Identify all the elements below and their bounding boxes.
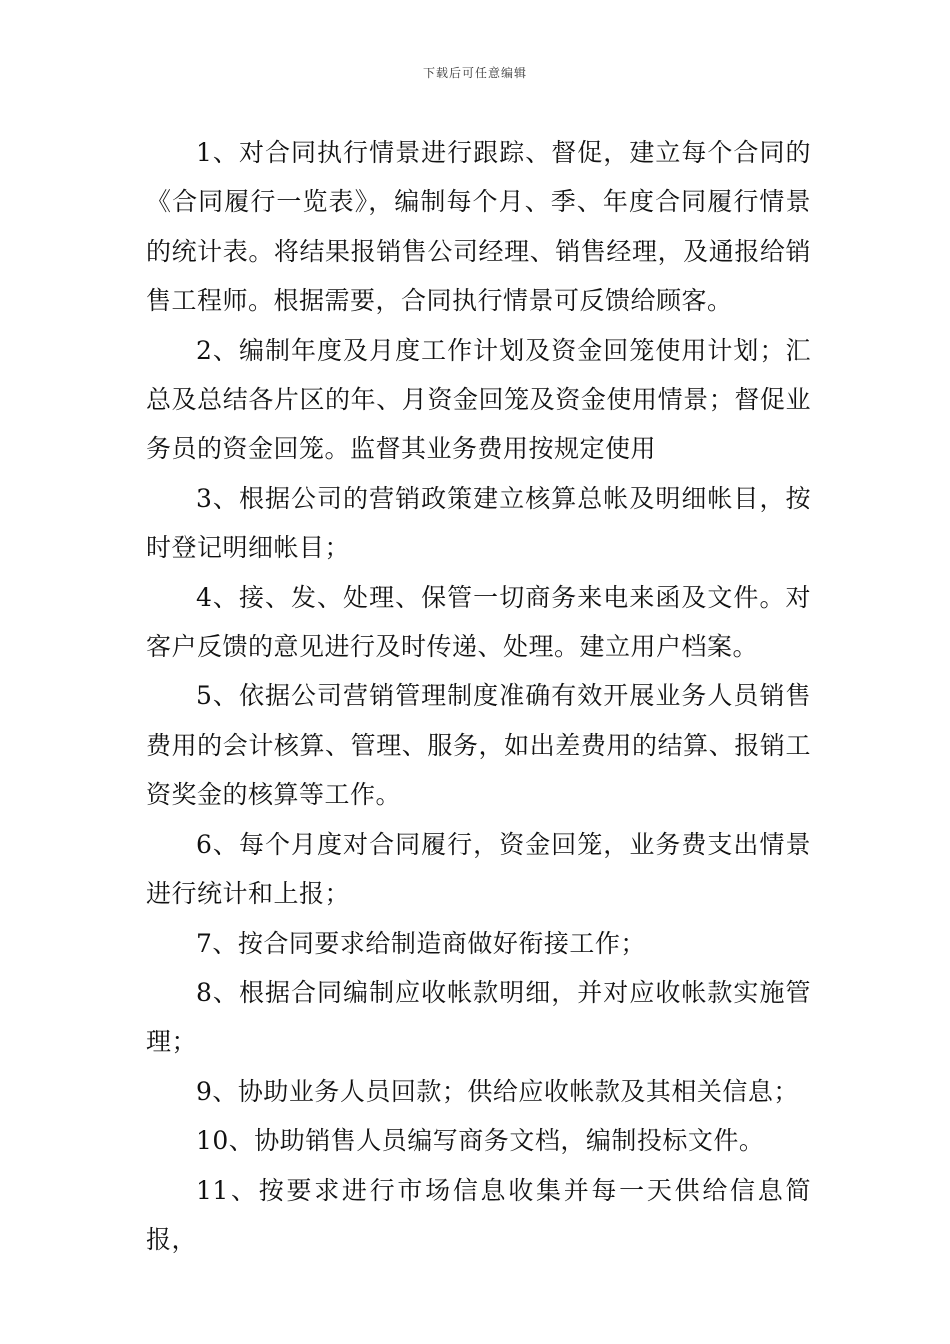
header-note: 下载后可任意编辑 (422, 66, 527, 80)
paragraph-10: 10、协助销售人员编写商务文档，编制投标文件。 (196, 1126, 765, 1156)
paragraph-4: 4、接、发、处理、保管一切商务来电来函及文件。对客户反馈的意见进行及时传递、处理。建立用户档案。 (146, 582, 811, 662)
paragraph-1: 1、对合同执行情景进行跟踪、督促，建立每个合同的《合同履行一览表》，编制每个月、季、年度合同履行情景的统计表。将结果报销售公司经理、销售经理，及通报给销售工程师。根据需要，合同执行情景可反馈给顾客。 (146, 138, 811, 316)
paragraph-6: 6、每个月度对合同履行，资金回笼，业务费支出情景进行统计和上报； (146, 829, 811, 909)
paragraph-3: 3、根据公司的营销政策建立核算总帐及明细帐目，按时登记明细帐目； (146, 483, 811, 563)
paragraph-11: 11、按要求进行市场信息收集并每一天供给信息简报， (146, 1175, 811, 1254)
paragraph-8: 8、根据合同编制应收帐款明细，并对应收帐款实施管理； (146, 977, 811, 1057)
document-body (146, 128, 811, 1264)
paragraph-7: 7、按合同要求给制造商做好衔接工作； (196, 928, 646, 958)
paragraph-9: 9、协助业务人员回款；供给应收帐款及其相关信息； (196, 1076, 799, 1106)
paragraph-5: 5、依据公司营销管理制度准确有效开展业务人员销售费用的会计核算、管理、服务，如出差费用的结算、报销工资奖金的核算等工作。 (146, 681, 811, 810)
paragraph-2: 2、编制年度及月度工作计划及资金回笼使用计划；汇总及总结各片区的年、月资金回笼及资金使用情景；督促业务员的资金回笼。监督其业务费用按规定使用 (146, 335, 811, 464)
